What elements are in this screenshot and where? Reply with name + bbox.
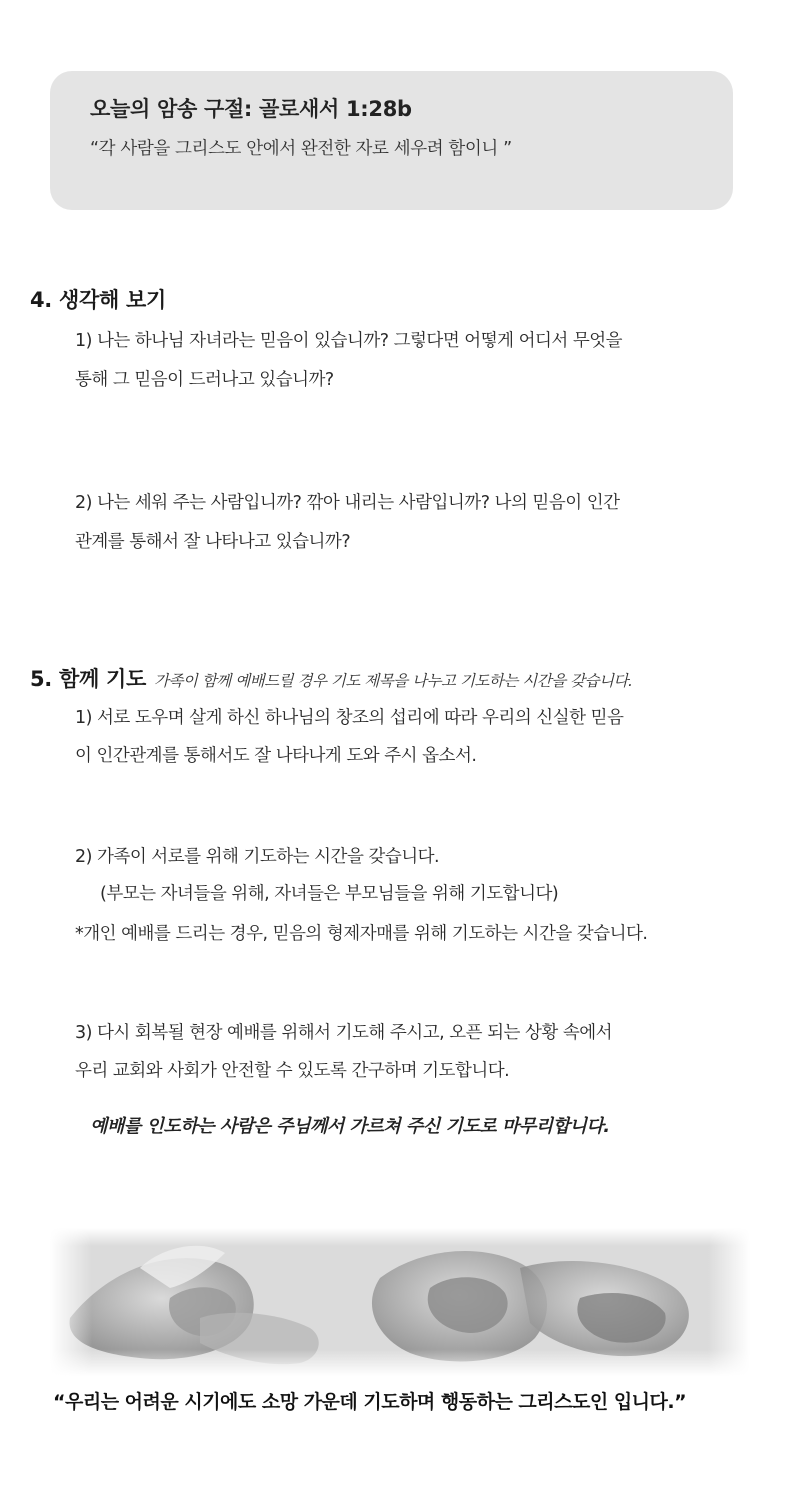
section4-heading: 4. 생각해 보기 (30, 288, 166, 312)
memory-verse-text: “각 사람을 그리스도 안에서 완전한 자로 세우려 함이니 ” (90, 139, 512, 159)
memory-verse-box (50, 71, 733, 210)
praying-hands-icon (50, 1228, 750, 1376)
section5-note: 가족이 함께 예배드릴 경우 기도 제목을 나누고 기도하는 시간을 갖습니다. (153, 672, 633, 690)
prayer1-line2: 이 인간관계를 통해서도 잘 나타나게 도와 주시 옵소서. (75, 746, 477, 766)
section5-heading: 5. 함께 기도 (30, 667, 146, 691)
prayer3-line2: 우리 교회와 사회가 안전할 수 있도록 간구하며 기도합니다. (75, 1061, 510, 1081)
closing-instruction: 예배를 인도하는 사람은 주님께서 가르쳐 주신 기도로 마무리합니다. (90, 1116, 610, 1137)
prayer2-line1: 2) 가족이 서로를 위해 기도하는 시간을 갖습니다. (75, 847, 440, 867)
question2-line1: 2) 나는 세워 주는 사람입니까? 깎아 내리는 사람입니까? 나의 믿음이 인간 (75, 493, 620, 513)
prayer2-line3: *개인 예배를 드리는 경우, 믿음의 형제자매를 위해 기도하는 시간을 갖습니다. (75, 924, 648, 944)
praying-hands-photo (50, 1228, 750, 1376)
section5-heading-row (30, 663, 632, 693)
prayer1-line1: 1) 서로 도우며 살게 하신 하나님의 창조의 섭리에 따라 우리의 신실한 믿음 (75, 708, 624, 728)
memory-verse-title: 오늘의 암송 구절: 골로새서 1:28b (90, 97, 412, 121)
question1-line1: 1) 나는 하나님 자녀라는 믿음이 있습니까? 그렇다면 어떻게 어디서 무엇을 (75, 331, 623, 351)
prayer3-line1: 3) 다시 회복될 현장 예배를 위해서 기도해 주시고, 오픈 되는 상황 속에서 (75, 1023, 613, 1043)
prayer2-line2: (부모는 자녀들을 위해, 자녀들은 부모님들을 위해 기도합니다) (100, 884, 559, 904)
bottom-quote: “우리는 어려운 시기에도 소망 가운데 기도하며 행동하는 그리스도인 입니다.” (53, 1391, 687, 1413)
question1-line2: 통해 그 믿음이 드러나고 있습니까? (75, 370, 334, 390)
question2-line2: 관계를 통해서 잘 나타나고 있습니까? (75, 532, 351, 552)
